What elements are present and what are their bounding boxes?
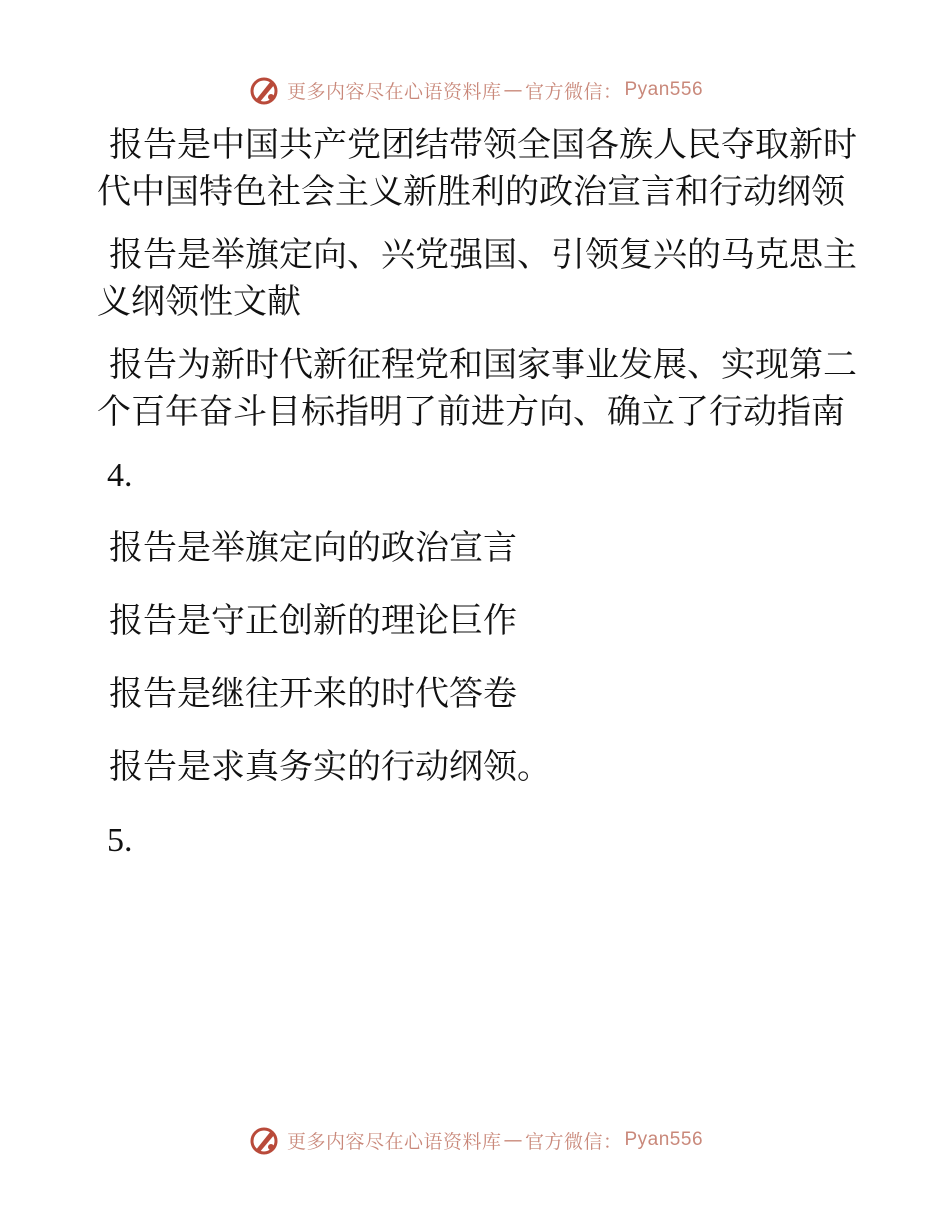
header-watermark (0, 70, 950, 110)
paragraph-text: 报告是中国共产党团结带领全国各族人民夺取新时代中国特色社会主义新胜利的政治宣言和行动纲领 (97, 125, 857, 212)
paragraph-text: 报告是举旗定向、兴党强国、引领复兴的马克思主义纲领性文献 (97, 235, 857, 322)
option-item: 报告是求真务实的行动纲领。 (109, 747, 551, 787)
watermark-label: 官方微信： (524, 80, 623, 103)
watermark-wechat-id: Pyan556 (624, 1129, 704, 1150)
watermark-dash: — (503, 79, 523, 101)
paragraph-text: 报告为新时代新征程党和国家事业发展、实现第二个百年奋斗目标指明了前进方向、确立了行动指南 (97, 345, 857, 432)
question-number: 4. (107, 457, 133, 494)
paragraph (97, 122, 857, 216)
brush-logo-icon (247, 73, 281, 107)
option-item: 报告是守正创新的理论巨作 (109, 601, 517, 641)
paragraph (97, 232, 857, 326)
brush-logo-icon (247, 1123, 281, 1157)
watermark-text: 更多内容尽在心语资料库 (286, 1130, 502, 1153)
paragraph (97, 342, 857, 436)
question-number: 5. (107, 822, 133, 859)
watermark-wechat-id: Pyan556 (624, 79, 704, 100)
watermark-label: 官方微信： (524, 1130, 623, 1153)
watermark-dash: — (503, 1129, 523, 1151)
watermark-text: 更多内容尽在心语资料库 (286, 80, 502, 103)
option-item: 报告是继往开来的时代答卷 (109, 674, 517, 714)
document-body (97, 122, 857, 890)
footer-watermark (0, 1120, 950, 1160)
option-item: 报告是举旗定向的政治宣言 (109, 528, 517, 568)
